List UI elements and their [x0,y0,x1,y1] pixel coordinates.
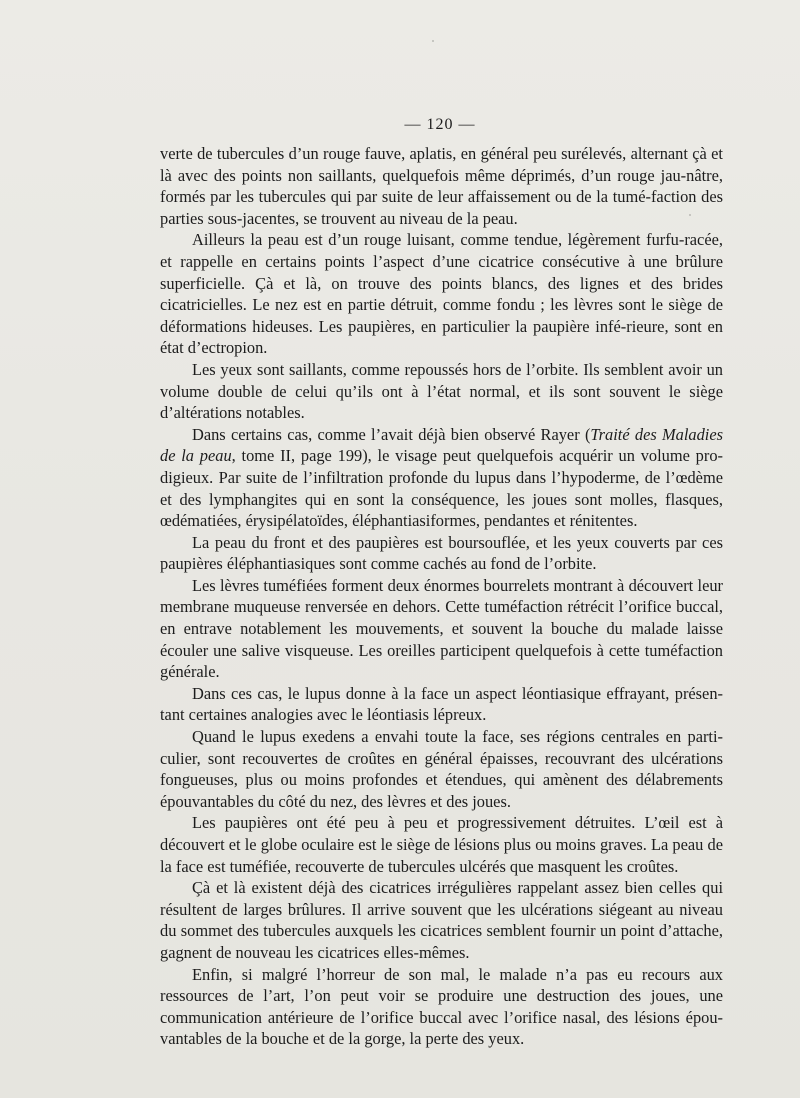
paragraph: Les paupières ont été peu à peu et progressivement détruites. L’œil est à découvert et le globe oculaire est le siège de lésions plus ou moins graves. La peau de la face est tuméfiée, recouverte de tubercules ulcérés que masquent les croûtes. [160,813,723,876]
paragraph: Dans certains cas, comme l’avait déjà bien observé Rayer (Traité des Maladies de la peau, tome II, page 199), le visage peut quelquefois acquérir un volume pro-digieux. Par suite de l’infiltration profonde du lupus dans l’hypoderme, de l’œdème et des lymphangites qui en sont la conséquence, les joues sont molles, flasques, œdématiées, érysipélatoïdes, éléphantiasiformes, pendantes et rénitentes. [160,424,724,531]
page-number: — 120 — [404,116,476,133]
paragraph: Çà et là existent déjà des cicatrices irrégulières rappelant assez bien celles qui résultent de larges brûlures. Il arrive souvent que les ulcérations siégeant au niveau du sommet des tubercules auxquels les cicatrices semblent fournir un point d’attache, gagnent de nouveau les cicatrices elles-mêmes. [160,878,723,962]
paragraph: verte de tubercules d’un rouge fauve, aplatis, en général peu surélevés, alternant çà et là avec des points non saillants, quelquefois même déprimés, d’un rouge jau-nâtre, formés par les tubercules qui par suite de leur affaissement ou de la tumé-faction des parties sous-jacentes, se trouvent au niveau de la peau. [160,144,723,228]
paragraph: Ailleurs la peau est d’un rouge luisant, comme tendue, légèrement furfu-racée, et rappelle en certains points l’aspect d’une cicatrice consécutive à une brûlure superficielle. Çà et là, on trouve des points blancs, des lignes et des brides cicatricielles. Le nez est en partie détruit, comme fondu ; les lèvres sont le siège de déformations hideuses. Les paupières, en particulier la paupière infé-rieure, sont en état d’ectropion. [160,230,723,358]
paragraph: Dans ces cas, le lupus donne à la face un aspect léontiasique effrayant, présen-tant certaines analogies avec le léontiasis lépreux. [160,683,723,725]
paragraph: Les yeux sont saillants, comme repoussés hors de l’orbite. Ils semblent avoir un volume double de celui qu’ils ont à l’état normal, et ils sont souvent le siège d’altérations notables. [160,359,723,423]
body-text [160,143,723,1050]
scan-speck [432,40,434,42]
paragraph: La peau du front et des paupières est boursouflée, et les yeux couverts par ces paupières éléphantiasiques sont comme cachés au fond de l’orbite. [160,532,723,574]
paragraph: Enfin, si malgré l’horreur de son mal, le malade n’a pas eu recours aux ressources de l’art, l’on peut voir se produire une destruction des joues, une communication antérieure de l’orifice buccal avec l’orifice nasal, des lésions épou-vantables de la bouche et de la gorge, la perte des yeux. [160,964,723,1049]
paragraph: Quand le lupus exedens a envahi toute la face, ses régions centrales en parti-culier, sont recouvertes de croûtes en général épaisses, recouvrant des ulcérations fongueuses, plus ou moins profondes et étendues, qui amènent des délabrements épouvantables du côté du nez, des lèvres et des joues. [160,727,723,811]
book-title: Traité des Maladies de la peau [160,424,724,466]
paragraph: Les lèvres tuméfiées forment deux énormes bourrelets montrant à découvert leur membrane muqueuse renversée en dehors. Cette tuméfaction rétrécit l’orifice buccal, en entrave notablement les mouvements, et souvent la bouche du malade laisse écouler une salive visqueuse. Les oreilles participent quelquefois à cette tuméfaction générale. [160,575,723,682]
